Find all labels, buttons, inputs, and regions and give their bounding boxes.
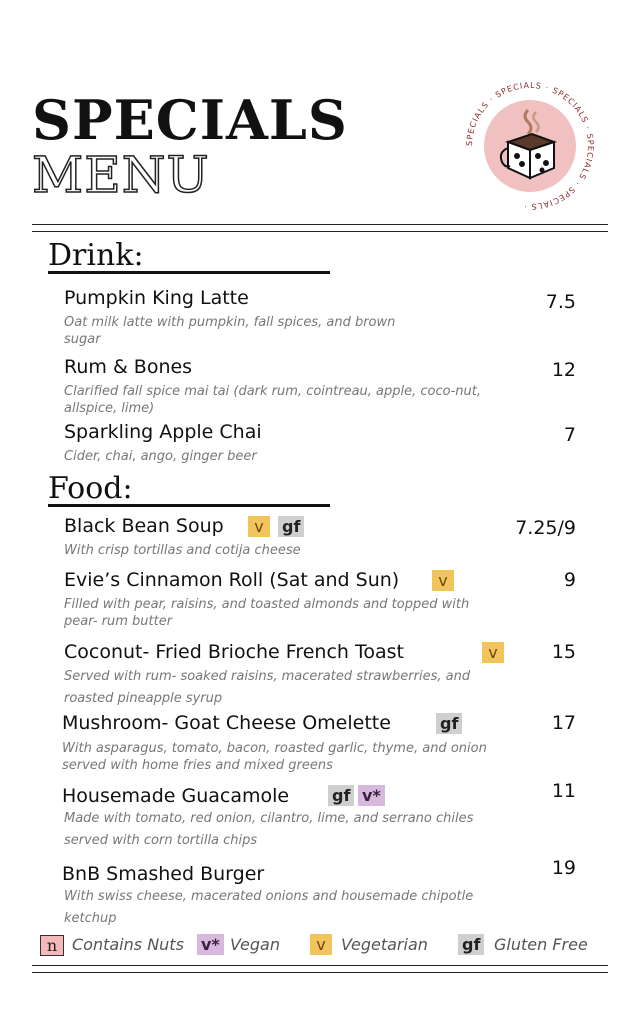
top-rule: [32, 224, 608, 225]
section-heading-food: Food:: [48, 471, 133, 506]
item-price: 9: [563, 569, 576, 591]
gluten-free-tag: gf: [328, 785, 354, 806]
item-description: Filled with pear, raisins, and toasted almonds and topped with pear- rum butter: [64, 597, 470, 629]
legend-vegan-label: Vegan: [230, 935, 280, 954]
item-description: Served with rum- soaked raisins, macerated strawberries, and roasted pineapple syrup: [64, 669, 471, 706]
badge-ring-text: SPECIALS · SPECIALS · SPECIALS · SPECIALS · SPECIALS ·: [464, 80, 596, 212]
item-name: Coconut- Fried Brioche French Toast: [64, 641, 404, 663]
item-description: Clarified fall spice mai tai (dark rum, cointreau, apple, coco-nut, allspice, lime): [64, 384, 482, 416]
title-menu: MENU: [32, 146, 210, 204]
vegetarian-tag: v: [482, 642, 504, 663]
section-underline-drink: [48, 271, 330, 274]
item-name: Mushroom- Goat Cheese Omelette: [62, 712, 391, 734]
legend-nuts-tag: n: [40, 935, 64, 956]
section-heading-drink: Drink:: [48, 238, 144, 273]
item-description: Oat milk latte with pumpkin, fall spices, and brown sugar: [64, 315, 396, 347]
legend-gluten-free-tag: gf: [458, 934, 484, 955]
item-description: With swiss cheese, macerated onions and housemade chipotle ketchup: [64, 889, 474, 926]
section-underline-food: [48, 504, 330, 507]
item-name: BnB Smashed Burger: [62, 863, 265, 885]
item-price: 12: [551, 359, 576, 381]
item-description: Made with tomato, red onion, cilantro, lime, and serrano chiles served with corn tortilla chips: [64, 811, 474, 848]
item-price: 19: [551, 857, 576, 879]
bottom-rule-inner: [32, 972, 608, 973]
top-rule-inner: [32, 231, 608, 232]
item-price: 11: [551, 780, 576, 802]
item-name: Rum & Bones: [64, 356, 193, 378]
item-price: 7.25/9: [515, 517, 576, 539]
item-price: 17: [551, 712, 576, 734]
title-specials: SPECIALS: [32, 88, 348, 152]
vegetarian-tag: v: [432, 570, 454, 591]
vegetarian-tag: v: [248, 516, 270, 537]
vegan-tag: v*: [358, 785, 385, 806]
legend-vegan-tag: v*: [197, 934, 224, 955]
legend-vegetarian-tag: v: [310, 934, 332, 955]
item-price: 7.5: [545, 291, 576, 313]
item-name: Pumpkin King Latte: [64, 287, 249, 309]
item-name: Evie’s Cinnamon Roll (Sat and Sun): [64, 569, 400, 591]
item-name: Housemade Guacamole: [62, 785, 290, 807]
gluten-free-tag: gf: [436, 713, 462, 734]
item-price: 7: [563, 424, 576, 446]
item-name: Black Bean Soup: [64, 515, 224, 537]
legend-gluten-free-label: Gluten Free: [494, 935, 588, 954]
legend-vegetarian-label: Vegetarian: [341, 935, 428, 954]
item-description: Cider, chai, ango, ginger beer: [64, 449, 257, 464]
bottom-rule: [32, 965, 608, 966]
item-price: 15: [551, 641, 576, 663]
gluten-free-tag: gf: [278, 516, 304, 537]
item-description: With asparagus, tomato, bacon, roasted garlic, thyme, and onion served with home fries and mixed greens: [62, 741, 487, 773]
legend-nuts-label: Contains Nuts: [72, 935, 184, 954]
specials-coffee-dice-badge: [462, 78, 598, 214]
item-name: Sparkling Apple Chai: [64, 421, 262, 443]
item-description: With crisp tortillas and cotija cheese: [64, 543, 301, 558]
